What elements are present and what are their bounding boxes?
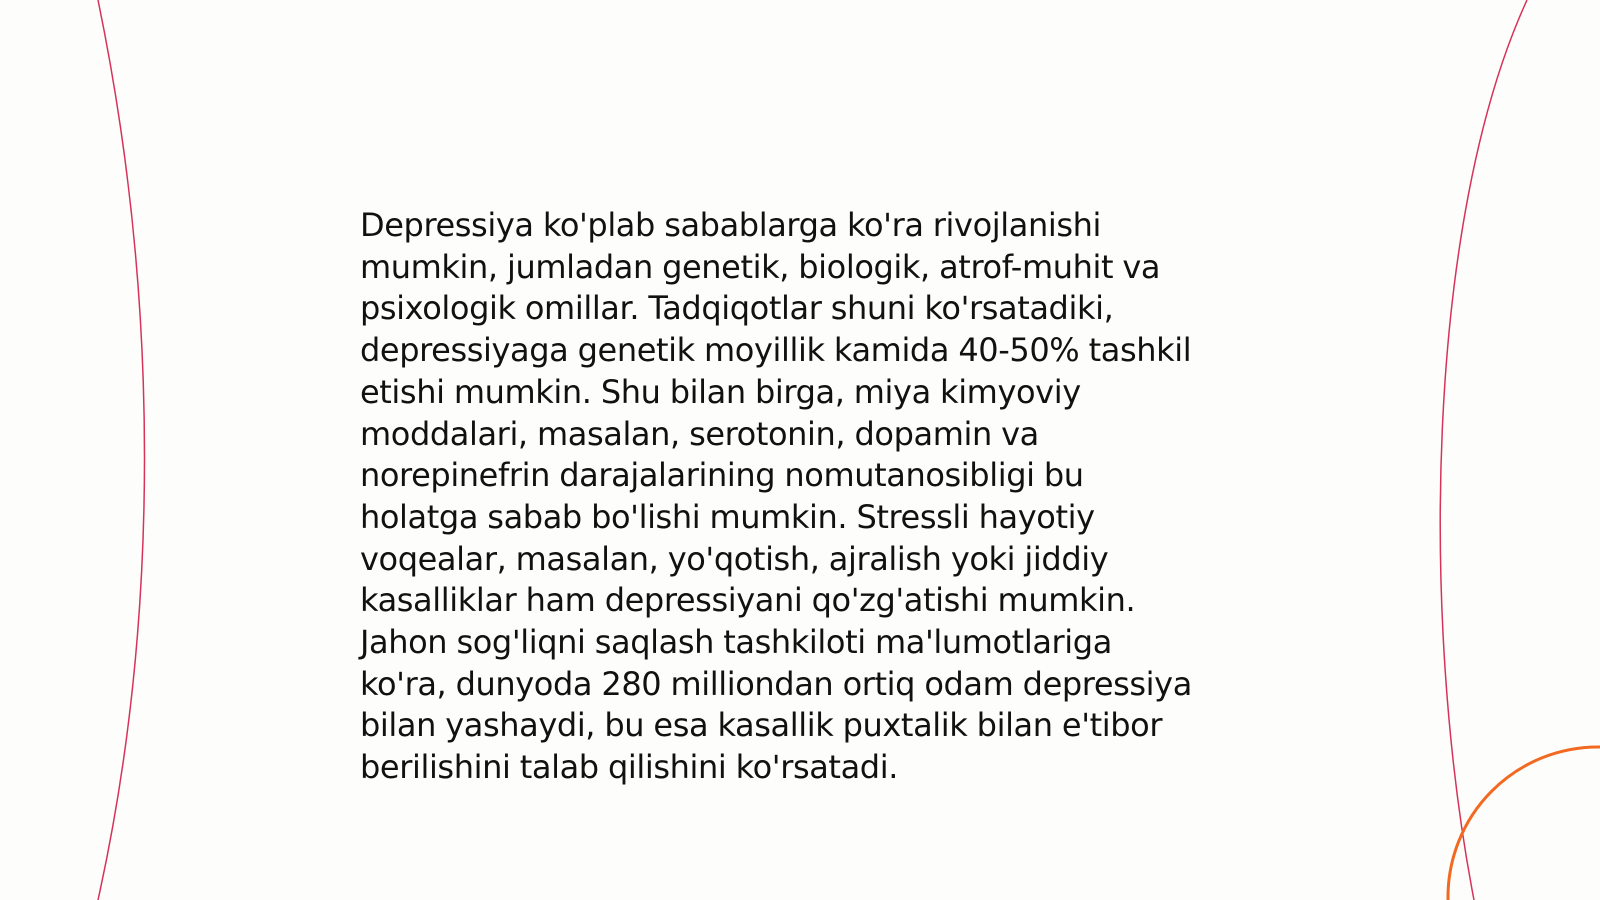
paragraph-line: depressiyaga genetik moyillik kamida 40-50% tashkil bbox=[360, 331, 1192, 370]
orange-circle bbox=[1448, 747, 1600, 900]
paragraph-line: mumkin, jumladan genetik, biologik, atrof-muhit va bbox=[360, 247, 1161, 286]
right-arc bbox=[1440, 0, 1527, 900]
paragraph-line: bilan yashaydi, bu esa kasallik puxtalik bilan e'tibor bbox=[360, 706, 1163, 745]
paragraph-line: ko'ra, dunyoda 280 milliondan ortiq odam depressiya bbox=[360, 664, 1192, 703]
paragraph-line: voqealar, masalan, yo'qotish, ajralish yoki jiddiy bbox=[360, 539, 1109, 578]
paragraph-line: Jahon sog'liqni saqlash tashkiloti ma'lumotlariga bbox=[360, 623, 1112, 662]
paragraph-line: holatga sabab bo'lishi mumkin. Stressli hayotiy bbox=[360, 497, 1095, 536]
paragraph-line: etishi mumkin. Shu bilan birga, miya kimyoviy bbox=[360, 372, 1081, 411]
paragraph-line: kasalliklar ham depressiyani qo'zg'atishi mumkin. bbox=[360, 581, 1136, 620]
paragraph-line: berilishini talab qilishini ko'rsatadi. bbox=[360, 748, 898, 787]
paragraph-line: moddalari, masalan, serotonin, dopamin va bbox=[360, 414, 1039, 453]
paragraph-line: norepinefrin darajalarining nomutanosibligi bu bbox=[360, 456, 1084, 495]
paragraph-line: Depressiya ko'plab sabablarga ko'ra rivojlanishi bbox=[360, 206, 1101, 244]
body-paragraph bbox=[360, 205, 1240, 789]
left-arc bbox=[98, 0, 145, 900]
paragraph-line: psixologik omillar. Tadqiqotlar shuni ko'rsatadiki, bbox=[360, 289, 1114, 328]
